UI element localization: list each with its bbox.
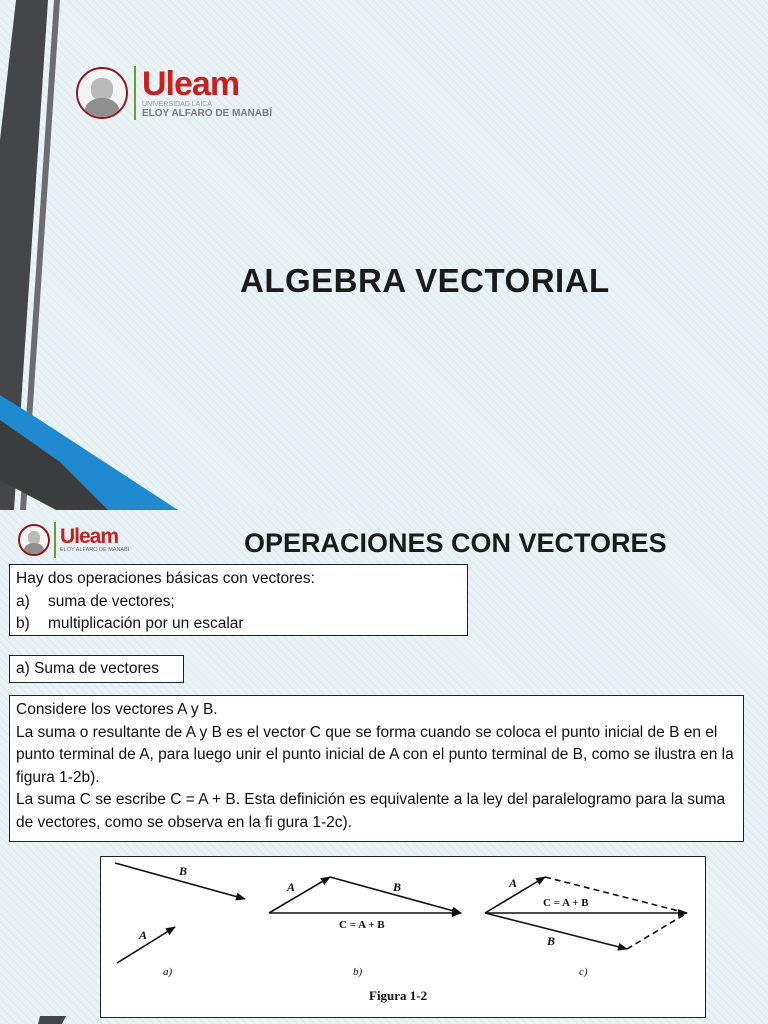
panel-b-caption: b) <box>353 966 363 978</box>
vector-b-label: B <box>179 864 188 878</box>
logo-wordmark: Uleam <box>60 525 119 549</box>
university-seal-icon <box>18 524 50 556</box>
explanation-box <box>9 695 744 842</box>
vector-b-label: B <box>393 880 402 894</box>
list-text: suma de vectores; <box>48 592 175 610</box>
intro-box <box>9 564 468 636</box>
section-label-box <box>9 655 184 683</box>
panel-a-caption: a) <box>163 966 173 978</box>
paragraph: La suma C se escribe C = A + B. Esta definición es equivalente a la ley del paralelogramo para la suma de vectores, como se observa en la fi gura 1-2c). <box>16 791 726 831</box>
vector-a-label: A <box>287 880 296 894</box>
operations-slide <box>0 510 768 1024</box>
list-marker: a) <box>16 592 30 610</box>
panel-c-caption: c) <box>579 966 588 978</box>
logo-subtitle-2: ELOY ALFARO DE MANABÍ <box>142 108 273 120</box>
slide-title: ALGEBRA VECTORIAL <box>240 262 610 299</box>
title-slide <box>0 0 768 510</box>
vector-c-label: C = A + B <box>339 919 385 931</box>
vector-c-label: C = A + B <box>543 897 589 909</box>
uleam-logo-small <box>18 522 129 558</box>
vector-a-label: A <box>509 876 518 890</box>
logo-subtitle-1: UNIVERSIDAD LAICA <box>142 100 213 108</box>
list-marker: b) <box>16 615 30 632</box>
vector-figure <box>100 856 706 1018</box>
logo-wordmark: Uleam <box>142 64 240 103</box>
list-item <box>16 591 461 614</box>
vector-b-arrow <box>485 913 627 949</box>
figure-caption: Figura 1-2 <box>369 988 428 1003</box>
intro-line: Hay dos operaciones básicas con vectores: <box>16 570 315 587</box>
vector-diagram <box>101 857 705 1017</box>
logo-subtitle: ELOY ALFARO DE MANABÍ <box>60 547 130 554</box>
section-label: a) Suma de vectores <box>16 660 160 677</box>
university-seal-icon <box>76 67 128 119</box>
list-item <box>16 613 461 636</box>
paragraph: La suma o resultante de A y B es el vector C que se forma cuando se coloca el punto inicial de B en el punto terminal de A, para luego unir el punto inicial de A con el punto terminal de B, como se ilustra en la figura 1-2b). <box>16 723 734 786</box>
vector-b-label: B <box>547 934 556 948</box>
vector-a-label: A <box>139 928 148 942</box>
dashed-a-side <box>627 913 687 949</box>
list-text: multiplicación por un escalar <box>48 615 244 632</box>
slide-title: OPERACIONES CON VECTORES <box>244 528 667 558</box>
paragraph: Considere los vectores A y B. <box>16 701 218 718</box>
uleam-logo <box>76 66 272 120</box>
vector-a-arrow <box>269 877 330 913</box>
